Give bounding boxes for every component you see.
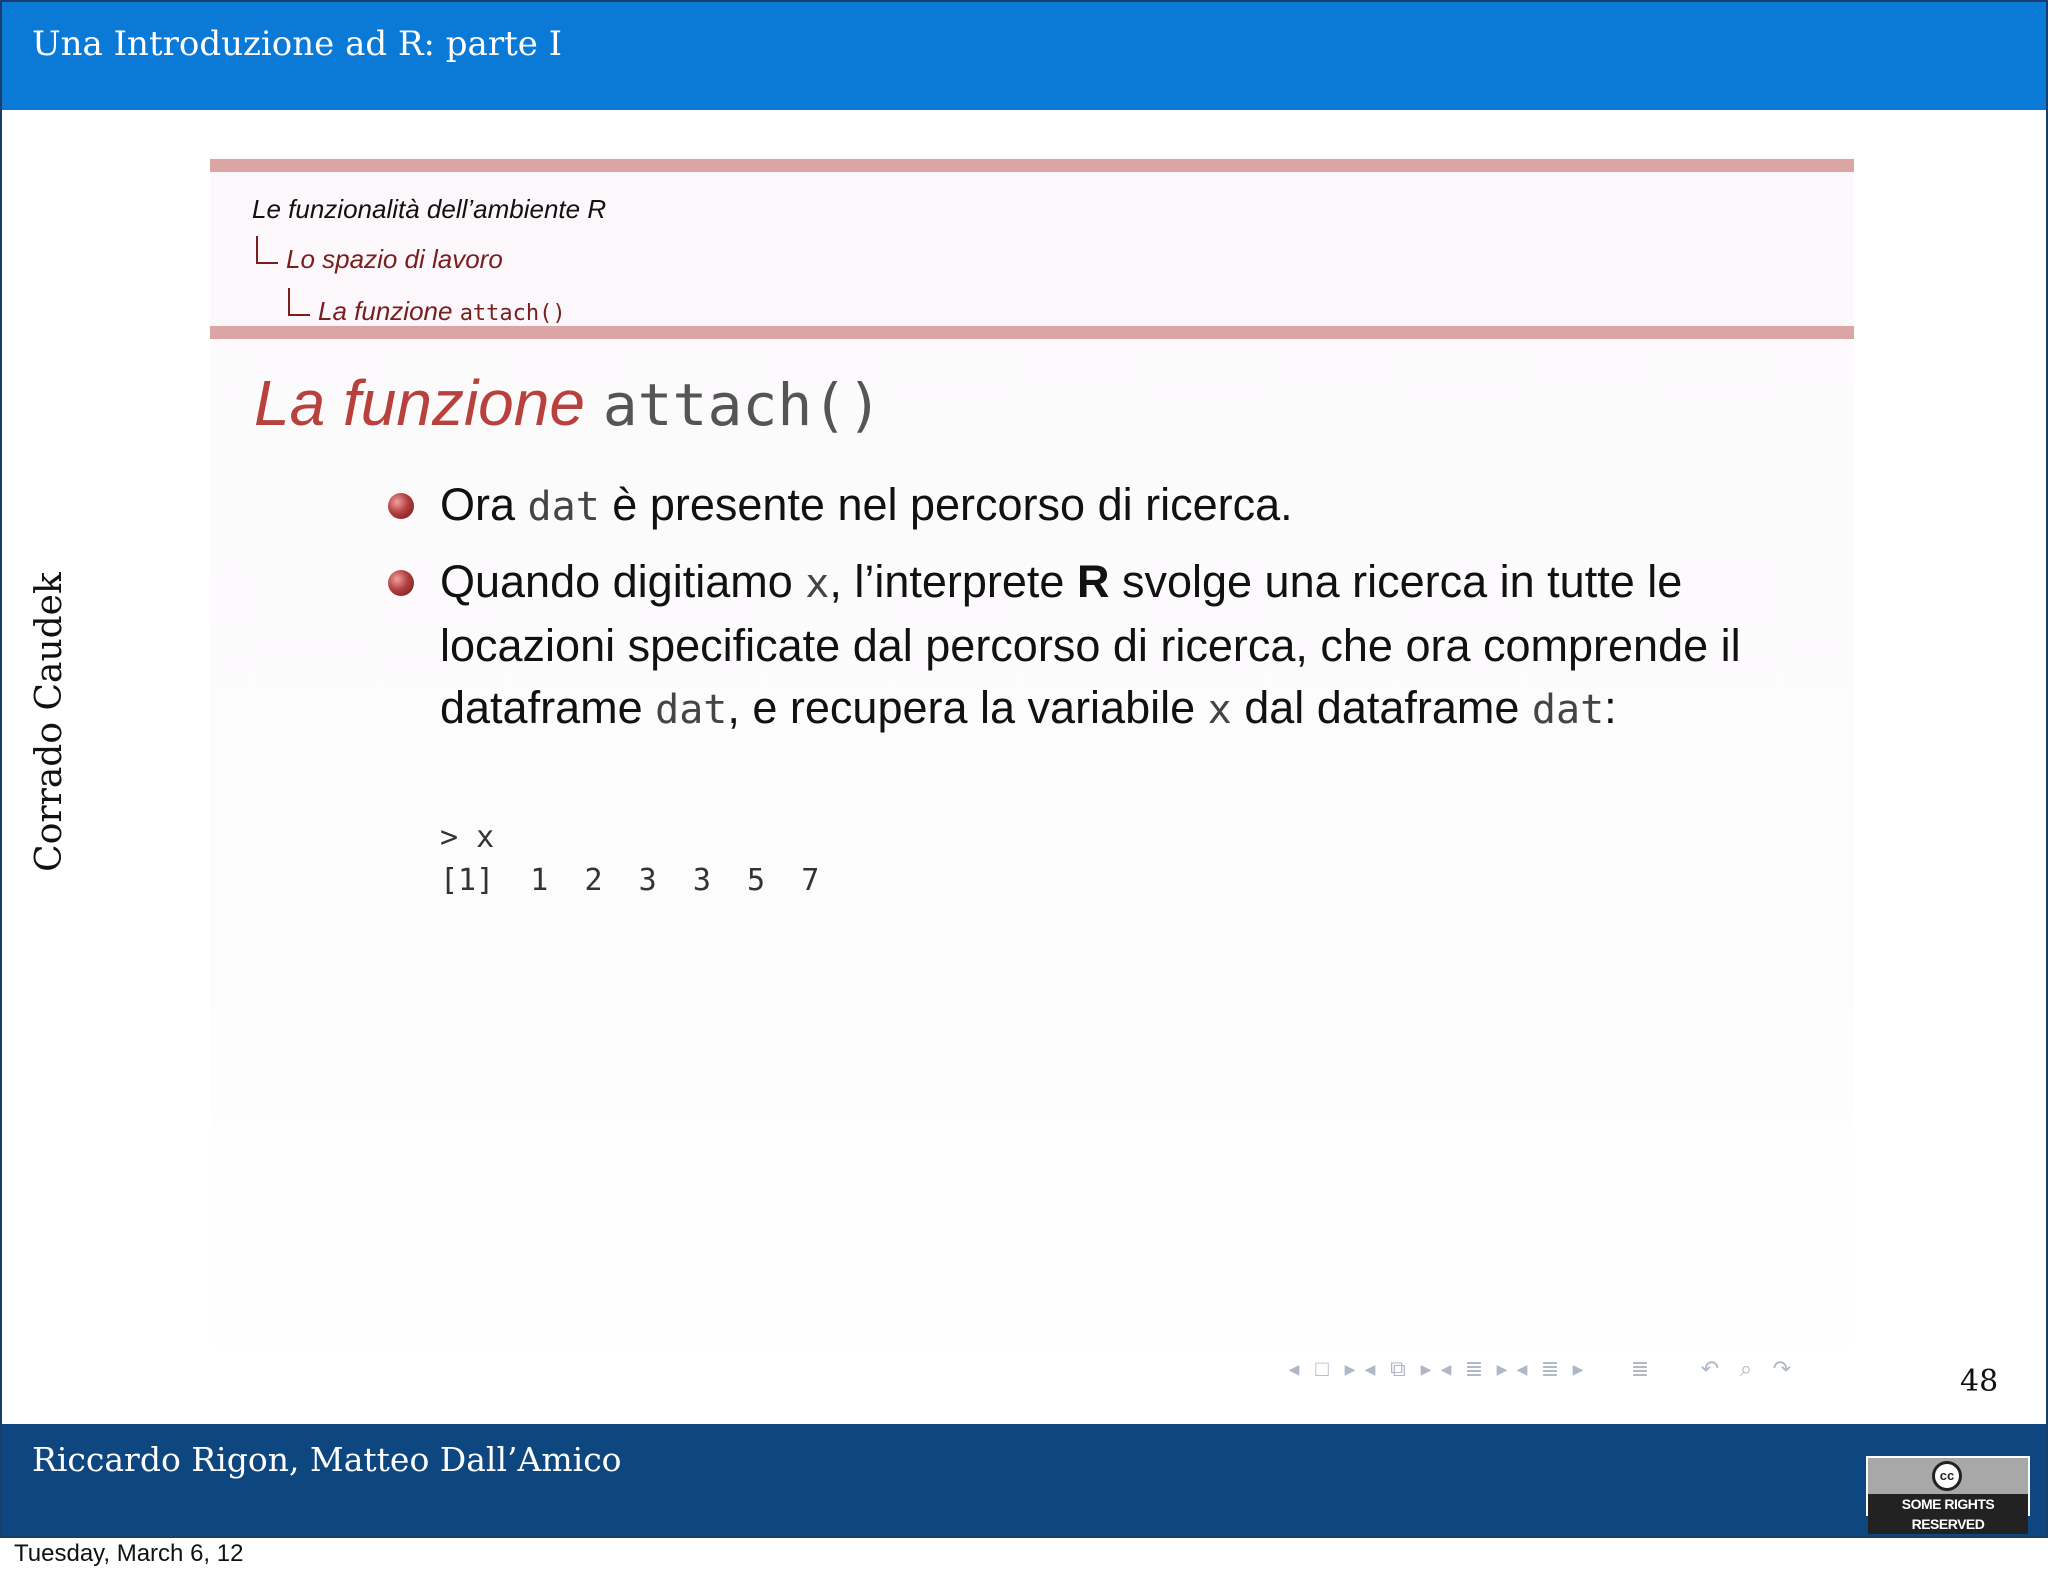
- arrow-right-icon[interactable]: ▶: [1496, 1360, 1508, 1377]
- back-icon[interactable]: ↶: [1700, 1356, 1720, 1381]
- presentation-icon[interactable]: ≣: [1540, 1356, 1560, 1381]
- inline-code: x: [1207, 687, 1232, 733]
- footer-authors: Riccardo Rigon, Matteo Dall’Amico: [32, 1440, 622, 1479]
- search-icon[interactable]: ⌕: [1739, 1356, 1753, 1381]
- arrow-left-icon[interactable]: ◀: [1364, 1360, 1376, 1377]
- frame-icon[interactable]: □: [1315, 1356, 1329, 1381]
- arrow-left-icon[interactable]: ◀: [1440, 1360, 1452, 1377]
- creative-commons-badge[interactable]: [1866, 1456, 2030, 1532]
- arrow-right-icon[interactable]: ▶: [1344, 1360, 1356, 1377]
- inline-code: x: [805, 561, 830, 607]
- code-line: > x: [440, 820, 495, 855]
- bullet-icon: [388, 493, 414, 519]
- code-line: [1] 1 2 3 3 5 7: [440, 863, 820, 898]
- footer-bar: [2, 1424, 2046, 1538]
- navigation-bar: [1284, 1354, 1800, 1384]
- appendix-icon[interactable]: ≣: [1630, 1356, 1650, 1381]
- inline-code: dat: [527, 484, 600, 530]
- bullet-text: Quando digitiamo: [440, 556, 806, 607]
- bullet-text: è presente nel percorso di ricerca.: [599, 479, 1293, 530]
- forward-icon[interactable]: ↷: [1772, 1356, 1792, 1381]
- license-text: SOME RIGHTS RESERVED: [1868, 1494, 2028, 1534]
- date-caption: Tuesday, March 6, 12: [14, 1540, 244, 1567]
- bullet-text: svolge una ricerca in tutte le locazioni specificate dal percorso di ricerca, che ora comprende il dataframe: [440, 556, 1741, 733]
- subsection-icon[interactable]: ⧉: [1390, 1356, 1406, 1381]
- bullet-text: :: [1604, 682, 1617, 733]
- slide-title-text: La funzione: [254, 367, 585, 439]
- breadcrumb-frame-code: attach(): [459, 301, 566, 326]
- slide-frame: [210, 156, 1854, 1396]
- breadcrumb: [210, 172, 1854, 326]
- presentation-title: Una Introduzione ad R: parte I: [32, 24, 563, 64]
- section-icon[interactable]: ≣: [1464, 1356, 1484, 1381]
- bullet-text: , l’interprete: [829, 556, 1077, 607]
- bullet-text: , e recupera la variabile: [727, 682, 1208, 733]
- inline-code: dat: [655, 687, 728, 733]
- page-number: 48: [1960, 1364, 1999, 1399]
- cc-icon: cc: [1932, 1461, 1962, 1491]
- slide-title-code: attach(): [602, 371, 883, 439]
- breadcrumb-section-label: Le funzionalità dell’ambiente R: [252, 194, 607, 224]
- tree-connector-icon: [256, 236, 278, 264]
- bullet-item: [440, 551, 1770, 741]
- bold-text: R: [1076, 556, 1110, 607]
- arrow-right-icon[interactable]: ▶: [1572, 1360, 1584, 1377]
- breadcrumb-subsection[interactable]: [286, 244, 503, 275]
- code-block: [440, 816, 819, 902]
- bullet-list: [440, 474, 1770, 754]
- breadcrumb-frame[interactable]: [318, 296, 566, 327]
- breadcrumb-subsection-label: Lo spazio di lavoro: [286, 244, 503, 274]
- sidebar-author: Corrado Caudek: [29, 572, 70, 872]
- breadcrumb-bottom-rule: [210, 326, 1854, 339]
- header-bar: [2, 2, 2046, 110]
- bullet-text: Ora: [440, 479, 528, 530]
- breadcrumb-frame-label: La funzione: [318, 296, 453, 326]
- bullet-item: [440, 474, 1770, 538]
- breadcrumb-top-rule: [210, 159, 1854, 172]
- breadcrumb-section[interactable]: [252, 194, 606, 225]
- arrow-left-icon[interactable]: ◀: [1288, 1360, 1300, 1377]
- tree-connector-icon: [288, 288, 310, 316]
- inline-code: dat: [1531, 687, 1605, 733]
- bullet-text: dal dataframe: [1231, 682, 1532, 733]
- bullet-icon: [388, 570, 414, 596]
- arrow-left-icon[interactable]: ◀: [1516, 1360, 1528, 1377]
- slide-title: [254, 366, 882, 440]
- arrow-right-icon[interactable]: ▶: [1420, 1360, 1432, 1377]
